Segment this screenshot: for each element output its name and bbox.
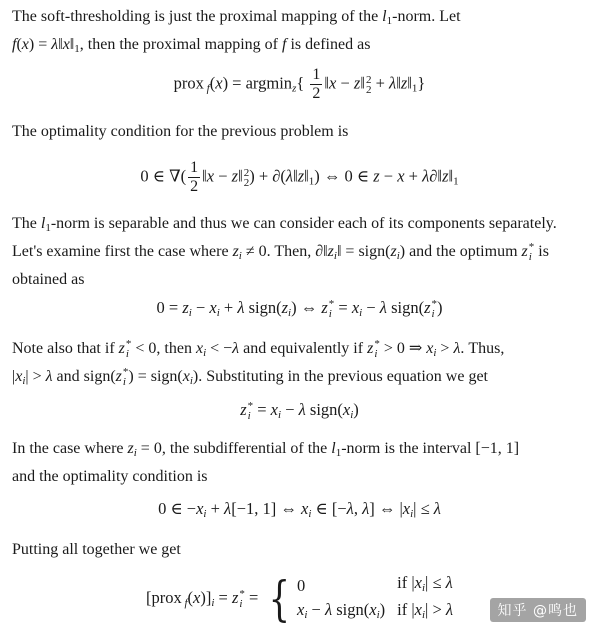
left-brace: { <box>269 571 291 627</box>
equation-soft-threshold-nonzero: z * i = $x_i - \lambda$ $sign(x_i)$ <box>240 400 359 423</box>
equation-final-piecewise: [prox $_f(x)]_i = z$ * i = { 0 if $|x_i| \le \lambda$ $x_i - \lambda$ $sign(x_i)$ if $|x_i| > \lambda$ <box>145 571 454 627</box>
equation-prox-definition: prox $_f$(x) = argmin$_z${ $\frac{1}{2}$ ‖x − z‖ 2 2 + $\lambda‖z‖_1$} <box>173 66 426 102</box>
equation-optimum-nonzero: $0 = z_i - x_i + \lambda$ $sign(z_i)$ ⇔ z * i = $x_i - \lambda$ sign(z * i ) <box>156 298 443 321</box>
paragraph-sign-note: Note also that if z * i < 0, then $x_i < -\lambda$ and equivalently if z * i > 0 ⇒ $x_i > \lambda$. Thus, $|x_i| > \lambda$ and sign(z * i ) = $sign(x_i)$. Substituting in the previous equation we get <box>12 338 505 389</box>
paragraph-optimality: The optimality condition for the previous problem is <box>12 123 349 140</box>
paragraph-separable: The $l_1$-norm is separable and thus we can consider each of its components separately. Let's examine first the case where $z_i \ne 0$. Then, $\partial‖z_i‖$ = $sign(z_i)$ and the optimum z * i is obtained as <box>12 215 557 288</box>
equation-optimality-condition: 0 ∈ ∇( $\frac{1}{2}$ ‖x − z‖ 2 2 ) + $\partial(\lambda‖z‖_1)$ ⇔ 0 ∈ $z - x + \lambda\partial‖z‖_1$ <box>140 159 459 195</box>
paragraph-conclusion: Putting all together we get <box>12 541 181 558</box>
equation-zero-case: 0 ∈ $-x_i + \lambda[-1$, 1] ⇔ $x_i$ ∈ [−λ, λ] ⇔ $|x_i| \le \lambda$ <box>158 499 441 520</box>
paragraph-zero-case: In the case where $z_i = 0$, the subdifferential of the $l_1$-norm is the interval [−1, 1] and the optimality condition is <box>12 440 520 485</box>
zhihu-watermark: 知乎 @鸣也 <box>490 598 586 622</box>
paragraph-intro: The soft-thresholding is just the proximal mapping of the $l_1$-norm. Let $f(x) = \lambda‖x‖_1$, then the proximal mapping of f is defined as <box>12 8 461 55</box>
